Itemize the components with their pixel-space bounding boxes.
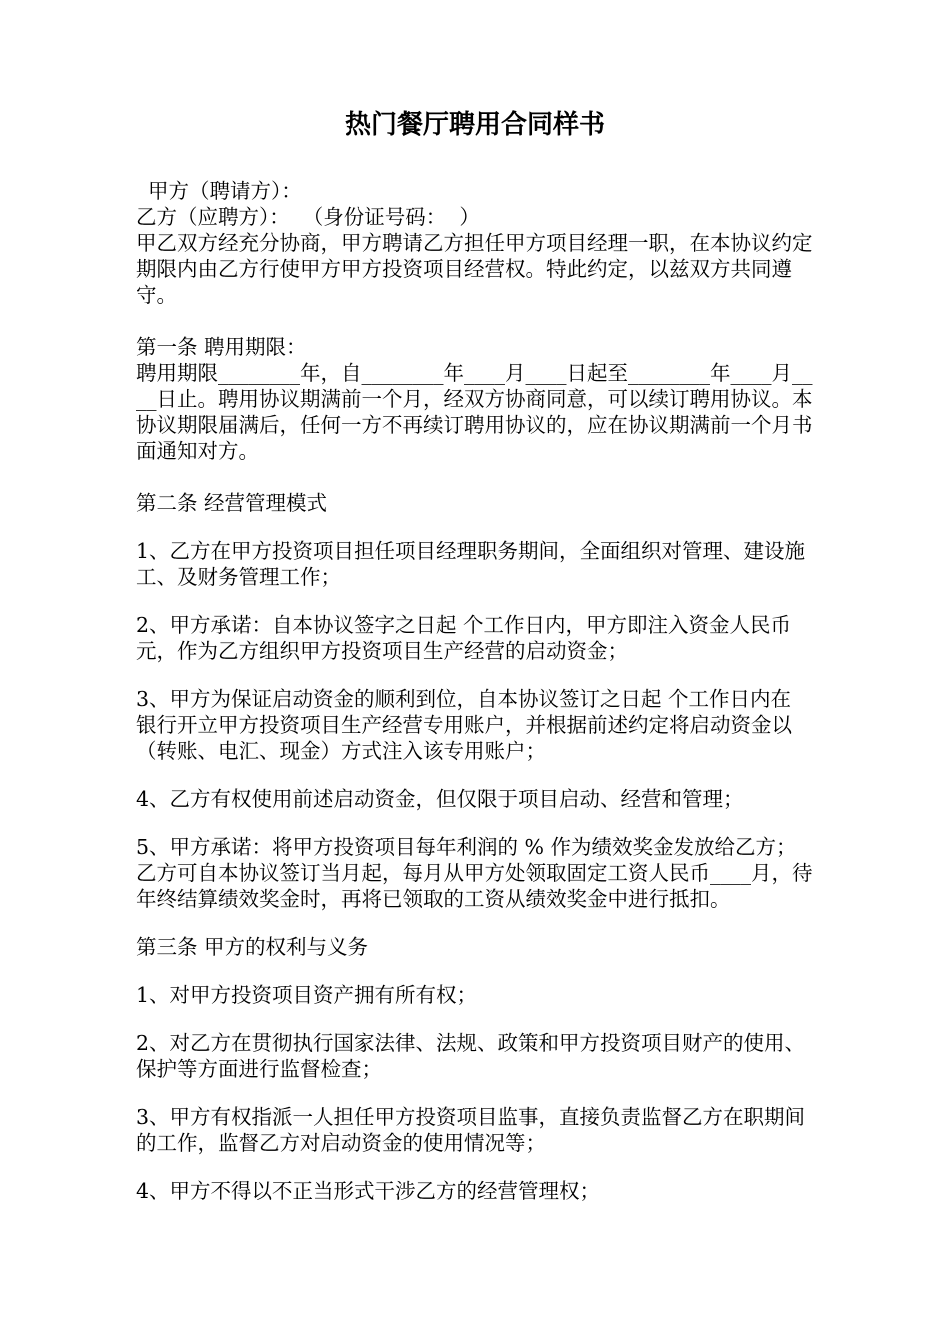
article2-item: 1、乙方在甲方投资项目担任项目经理职务期间，全面组织对管理、建设施工、及财务管理工作； (136, 539, 806, 589)
document-title: 热门餐厅聘用合同样书 (344, 110, 605, 140)
article3-heading: 第三条 甲方的权利与义务 (136, 935, 369, 959)
article3-item: 3、甲方有权指派一人担任甲方投资项目监事，直接负责监督乙方在职期间的工作，监督乙方对启动资金的使用情况等； (136, 1105, 806, 1155)
intro-paragraph: 甲乙双方经充分协商，甲方聘请乙方担任甲方项目经理一职，在本协议约定期限内由乙方行使甲方甲方投资项目经营权。特此约定，以兹双方共同遵守。 (136, 231, 813, 307)
article2-item: 4、乙方有权使用前述启动资金，但仅限于项目启动、经营和管理； (136, 787, 744, 811)
article2-item: 5、甲方承诺：将甲方投资项目每年利润的 % 作为绩效奖金发放给乙方；乙方可自本协议签订当月起，每月从甲方处领取固定工资人民币____月，待年终结算绩效奖金时，再将已领取的工资从绩效奖金中进行抵扣。 (136, 835, 813, 911)
article1-body: 聘用期限________年，自________年____月____日起至________年____月____日止。聘用协议期满前一个月，经双方协商同意，可以续订聘用协议。本协议期限届满后，任何一方不再续订聘用协议的，应在协议期满前一个月书面通知对方。 (136, 361, 813, 463)
article2-item: 2、甲方承诺：自本协议签字之日起 个工作日内，甲方即注入资金人民币 元，作为乙方组织甲方投资项目生产经营的启动资金； (136, 613, 798, 663)
article2-item: 3、甲方为保证启动资金的顺利到位，自本协议签订之日起 个工作日内在 银行开立甲方投资项目生产经营专用账户，并根据前述约定将启动资金以 （转账、电汇、现金）方式注入该专用账户； (136, 687, 799, 763)
article3-item: 1、对甲方投资项目资产拥有所有权； (136, 983, 478, 1007)
article3-item: 2、对乙方在贯彻执行国家法律、法规、政策和甲方投资项目财产的使用、保护等方面进行监督检查； (136, 1031, 806, 1081)
party-a-line: 甲方（聘请方）： (148, 179, 302, 203)
party-b-line: 乙方（应聘方）： （身份证号码： ） (136, 205, 480, 229)
article2-heading: 第二条 经营管理模式 (136, 491, 328, 515)
article1-heading: 第一条 聘用期限： (136, 335, 307, 359)
article3-item: 4、甲方不得以不正当形式干涉乙方的经营管理权； (136, 1179, 601, 1203)
